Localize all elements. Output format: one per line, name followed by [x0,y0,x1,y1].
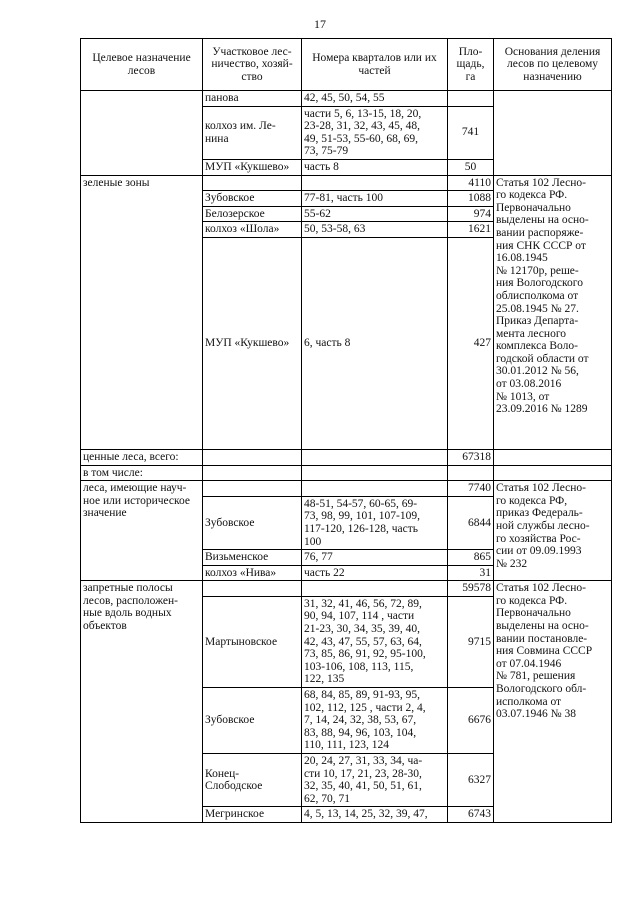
district-cell: Визьменское [203,550,302,566]
header-district: Участковое лес- ничество, хозяй- ство [203,39,302,91]
quarters-cell: часть 22 [302,565,448,581]
area-cell [448,465,494,481]
area-cell [448,91,494,107]
area-cell: 59578 [448,581,494,597]
area-cell: 67318 [448,449,494,465]
purpose-cell: зеленые зоны [81,175,203,449]
purpose-cell: леса, имеющие науч- ное или историческое значение [81,481,203,581]
district-cell: Белозерское [203,206,302,222]
header-quarters: Номера кварталов или их частей [302,39,448,91]
header-basis: Основания деления лесов по целевому назначению [494,39,612,91]
quarters-cell: 4, 5, 13, 14, 25, 32, 39, 47, [302,807,448,823]
area-cell: 865 [448,550,494,566]
area-cell: 9715 [448,596,494,687]
quarters-cell [302,481,448,497]
district-cell: колхоз «Нива» [203,565,302,581]
area-cell: 6743 [448,807,494,823]
basis-cell [494,465,612,481]
area-cell: 1621 [448,222,494,238]
district-cell [203,465,302,481]
area-cell: 50 [448,159,494,175]
area-cell: 1088 [448,191,494,207]
basis-cell [494,91,612,176]
quarters-cell [302,581,448,597]
table-header-row [81,39,612,91]
area-cell: 6327 [448,754,494,807]
quarters-cell [302,465,448,481]
area-cell: 4110 [448,175,494,191]
district-cell: Зубовское [203,191,302,207]
district-cell [203,581,302,597]
area-cell: 427 [448,237,494,449]
quarters-cell: 76, 77 [302,550,448,566]
quarters-cell: 42, 45, 50, 54, 55 [302,91,448,107]
quarters-cell: 48-51, 54-57, 60-65, 69- 73, 98, 99, 101, 107-109, 117-120, 126-128, часть 100 [302,496,448,549]
district-cell: колхоз «Шола» [203,222,302,238]
quarters-cell [302,449,448,465]
quarters-cell: часть 8 [302,159,448,175]
area-cell: 6676 [448,688,494,754]
area-cell: 6844 [448,496,494,549]
quarters-cell: 55-62 [302,206,448,222]
purpose-cell: запретные полосы лесов, расположен- ные вдоль водных объектов [81,581,203,823]
page-number: 17 [314,17,326,31]
purpose-cell: в том числе: [81,465,203,481]
district-cell: колхоз им. Ле- нина [203,106,302,159]
district-cell: Мегринское [203,807,302,823]
district-cell: МУП «Кукшево» [203,237,302,449]
header-area: Пло- щадь, га [448,39,494,91]
area-cell: 7740 [448,481,494,497]
district-cell [203,481,302,497]
district-cell [203,449,302,465]
quarters-cell: части 5, 6, 13-15, 18, 20, 23-28, 31, 32, 43, 45, 48, 49, 51-53, 55-60, 68, 69, 73, 75-79 [302,106,448,159]
forest-purpose-table [80,38,612,823]
area-cell: 31 [448,565,494,581]
area-cell: 741 [448,106,494,159]
district-cell: панова [203,91,302,107]
basis-cell [494,449,612,465]
quarters-cell: 31, 32, 41, 46, 56, 72, 89, 90, 94, 107, 114 , части 21-23, 30, 34, 35, 39, 40, 42, 43, 47, 55, 57, 63, 64, 73, 85, 86, 91, 92, 95-100, 103-106, 108, 113, 115, 122, 135 [302,596,448,687]
basis-cell: Статья 102 Лесно- го кодекса РФ. Первоначально выделены на осно- вании распоряже- ния СНК СССР от 16.08.1945 № 12170р, реше- ния Вологодского облисполкома от 25.08.1945 № 27. Приказ Департа- мента лесного комплекса Воло- годской области от 30.01.2012 № 56, от 03.08.2016 № 1013, от 23.09.2016 № 1289 [494,175,612,449]
quarters-cell: 68, 84, 85, 89, 91-93, 95, 102, 112, 125 , части 2, 4, 7, 14, 24, 32, 38, 53, 67, 83, 88, 94, 96, 103, 104, 110, 111, 123, 124 [302,688,448,754]
header-purpose: Целевое назначение лесов [81,39,203,91]
basis-cell: Статья 102 Лесно- го кодекса РФ. Первоначально выделены на осно- вании постановле- ния Совмина СССР от 07.04.1946 № 781, решения Вологодского обл- исполкома от 03.07.1946 № 38 [494,581,612,823]
purpose-cell [81,91,203,176]
table-row [81,449,612,465]
district-cell: Зубовское [203,496,302,549]
quarters-cell: 20, 24, 27, 31, 33, 34, ча- сти 10, 17, 21, 23, 28-30, 32, 35, 40, 41, 50, 51, 61, 62, 70, 71 [302,754,448,807]
quarters-cell: 6, часть 8 [302,237,448,449]
district-cell: Мартыновское [203,596,302,687]
district-cell [203,175,302,191]
quarters-cell: 77-81, часть 100 [302,191,448,207]
table-row [81,175,612,191]
district-cell: Конец- Слободское [203,754,302,807]
area-cell: 974 [448,206,494,222]
basis-cell: Статья 102 Лесно- го кодекса РФ, приказ Федераль- ной службы лесно- го хозяйства Рос- сии от 09.09.1993 № 232 [494,481,612,581]
table-row [81,481,612,497]
district-cell: Зубовское [203,688,302,754]
table-row [81,91,612,107]
quarters-cell: 50, 53-58, 63 [302,222,448,238]
purpose-cell: ценные леса, всего: [81,449,203,465]
table-row [81,465,612,481]
district-cell: МУП «Кукшево» [203,159,302,175]
quarters-cell [302,175,448,191]
table-row [81,581,612,597]
